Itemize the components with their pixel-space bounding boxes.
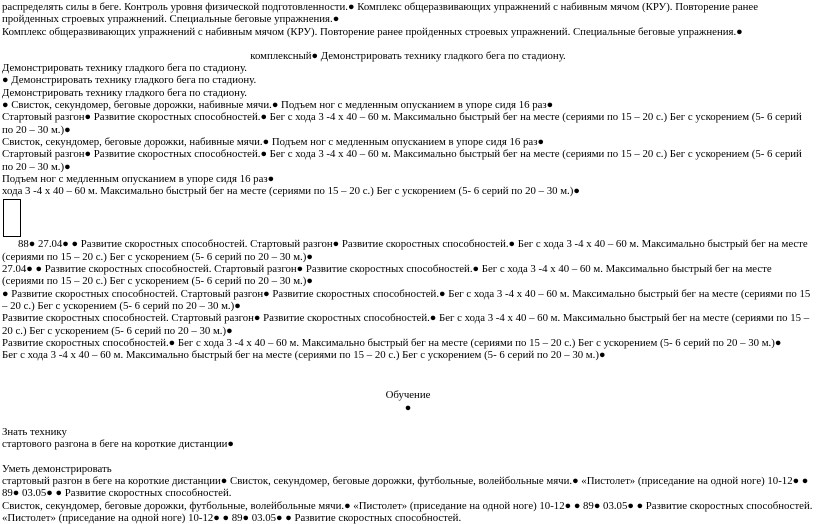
table-cell-box	[2, 197, 814, 238]
paragraph: Стартовый разгон● Развитие скоростных способностей.● Бег с хода 3 -4 х 40 – 60 м. Максимально быстрый бег на месте (сериями по 15 – 20 с.) Бег с ускорением (5- 6 серий по 20 – 30 м.)●	[2, 111, 802, 136]
document-body	[2, 1, 814, 524]
spacer	[2, 414, 814, 426]
paragraph: Свисток, секундомер, беговые дорожки, футбольные, волейбольные мячи.● «Пистолет» (приседание на одной ноге) 10-12● ● 89● 03.05● ● Развитие скоростных способностей.	[2, 499, 813, 512]
paragraph: Уметь демонстрировать	[2, 462, 112, 475]
paragraph: стартового разгона в беге на короткие дистанции●	[2, 438, 234, 451]
paragraph: распределять силы в беге. Контроль уровня физической подготовленности.● Комплекс общеразвивающих упражнений с набивным мячом (КРУ). Повторение ранее пройденных строевых упражнений. Специальные беговые упражнения.●	[2, 1, 758, 26]
paragraph: Развитие скоростных способностей. Стартовый разгон● Развитие скоростных способностей.● Бег с хода 3 -4 х 40 – 60 м. Максимально быстрый бег на месте (сериями по 15 – 20 с.) Бег с ускорением (5- 6 серий по 20 – 30 м.)●	[2, 312, 810, 337]
paragraph: ● Развитие скоростных способностей. Стартовый разгон● Развитие скоростных способностей.● Бег с хода 3 -4 х 40 – 60 м. Максимально быстрый бег на месте (сериями по 15 – 20 с.) Бег с ускорением (5- 6 серий по 20 – 30 м.)●	[2, 287, 811, 312]
paragraph: Комплекс общеразвивающих упражнений с набивным мячом (КРУ). Повторение ранее пройденных строевых упражнений. Специальные беговые упражнения.●	[2, 25, 743, 38]
paragraph: Развитие скоростных способностей.● Бег с хода 3 -4 х 40 – 60 м. Максимально быстрый бег на месте (сериями по 15 – 20 с.) Бег с ускорением (5- 6 серий по 20 – 30 м.)●	[2, 336, 782, 349]
paragraph: Знать технику	[2, 426, 67, 439]
paragraph: Стартовый разгон● Развитие скоростных способностей.● Бег с хода 3 -4 х 40 – 60 м. Максимально быстрый бег на месте (сериями по 15 – 20 с.) Бег с ускорением (5- 6 серий по 20 – 30 м.)●	[2, 148, 802, 173]
spacer	[2, 361, 814, 377]
paragraph: комплексный● Демонстрировать технику гладкого бега по стадиону.	[250, 49, 566, 62]
paragraph: Подъем ног с медленным опусканием в упоре сидя 16 раз●	[2, 172, 275, 185]
paragraph: «Пистолет» (приседание на одной ноге) 10-12● ● 89● 03.05● ● Развитие скоростных способностей.	[2, 511, 462, 524]
paragraph: ● Свисток, секундомер, беговые дорожки, набивные мячи.● Подъем ног с медленным опусканием в упоре сидя 16 раз●	[2, 99, 554, 112]
paragraph: 88● 27.04● ● Развитие скоростных способностей. Стартовый разгон● Развитие скоростных способностей.● Бег с хода 3 -4 х 40 – 60 м. Максимально быстрый бег на месте (сериями по 15 – 20 с.) Бег с ускорением (5- 6 серий по 20 – 30 м.)●	[2, 238, 808, 263]
paragraph: хода 3 -4 х 40 – 60 м. Максимально быстрый бег на месте (сериями по 15 – 20 с.) Бег с ускорением (5- 6 серий по 20 – 30 м.)●	[2, 185, 580, 198]
paragraph: Свисток, секундомер, беговые дорожки, набивные мячи.● Подъем ног с медленным опусканием в упоре сидя 16 раз●	[2, 135, 544, 148]
paragraph: 27.04● ● Развитие скоростных способностей. Стартовый разгон● Развитие скоростных способностей.● Бег с хода 3 -4 х 40 – 60 м. Максимально быстрый бег на месте (сериями по 15 – 20 с.) Бег с ускорением (5- 6 серий по 20 – 30 м.)●	[2, 263, 772, 288]
spacer	[2, 38, 814, 50]
paragraph: Демонстрировать технику гладкого бега по стадиону.	[2, 86, 247, 99]
empty-cell	[3, 199, 21, 237]
paragraph: Бег с хода 3 -4 х 40 – 60 м. Максимально быстрый бег на месте (сериями по 15 – 20 с.) Бег с ускорением (5- 6 серий по 20 – 30 м.)●	[2, 349, 606, 362]
bullet: ●	[404, 401, 412, 414]
spacer	[2, 451, 814, 463]
paragraph: стартовый разгон в беге на короткие дистанции● Свисток, секундомер, беговые дорожки, футбольные, волейбольные мячи.● «Пистолет» (приседание на одной ноге) 10-12● ● 89● 03.05● ● Развитие скоростных способностей.	[2, 474, 809, 500]
paragraph: ● Демонстрировать технику гладкого бега по стадиону.	[2, 74, 257, 87]
section-heading: Обучение	[385, 389, 431, 402]
paragraph: Демонстрировать технику гладкого бега по стадиону.	[2, 62, 247, 75]
spacer	[2, 377, 814, 389]
